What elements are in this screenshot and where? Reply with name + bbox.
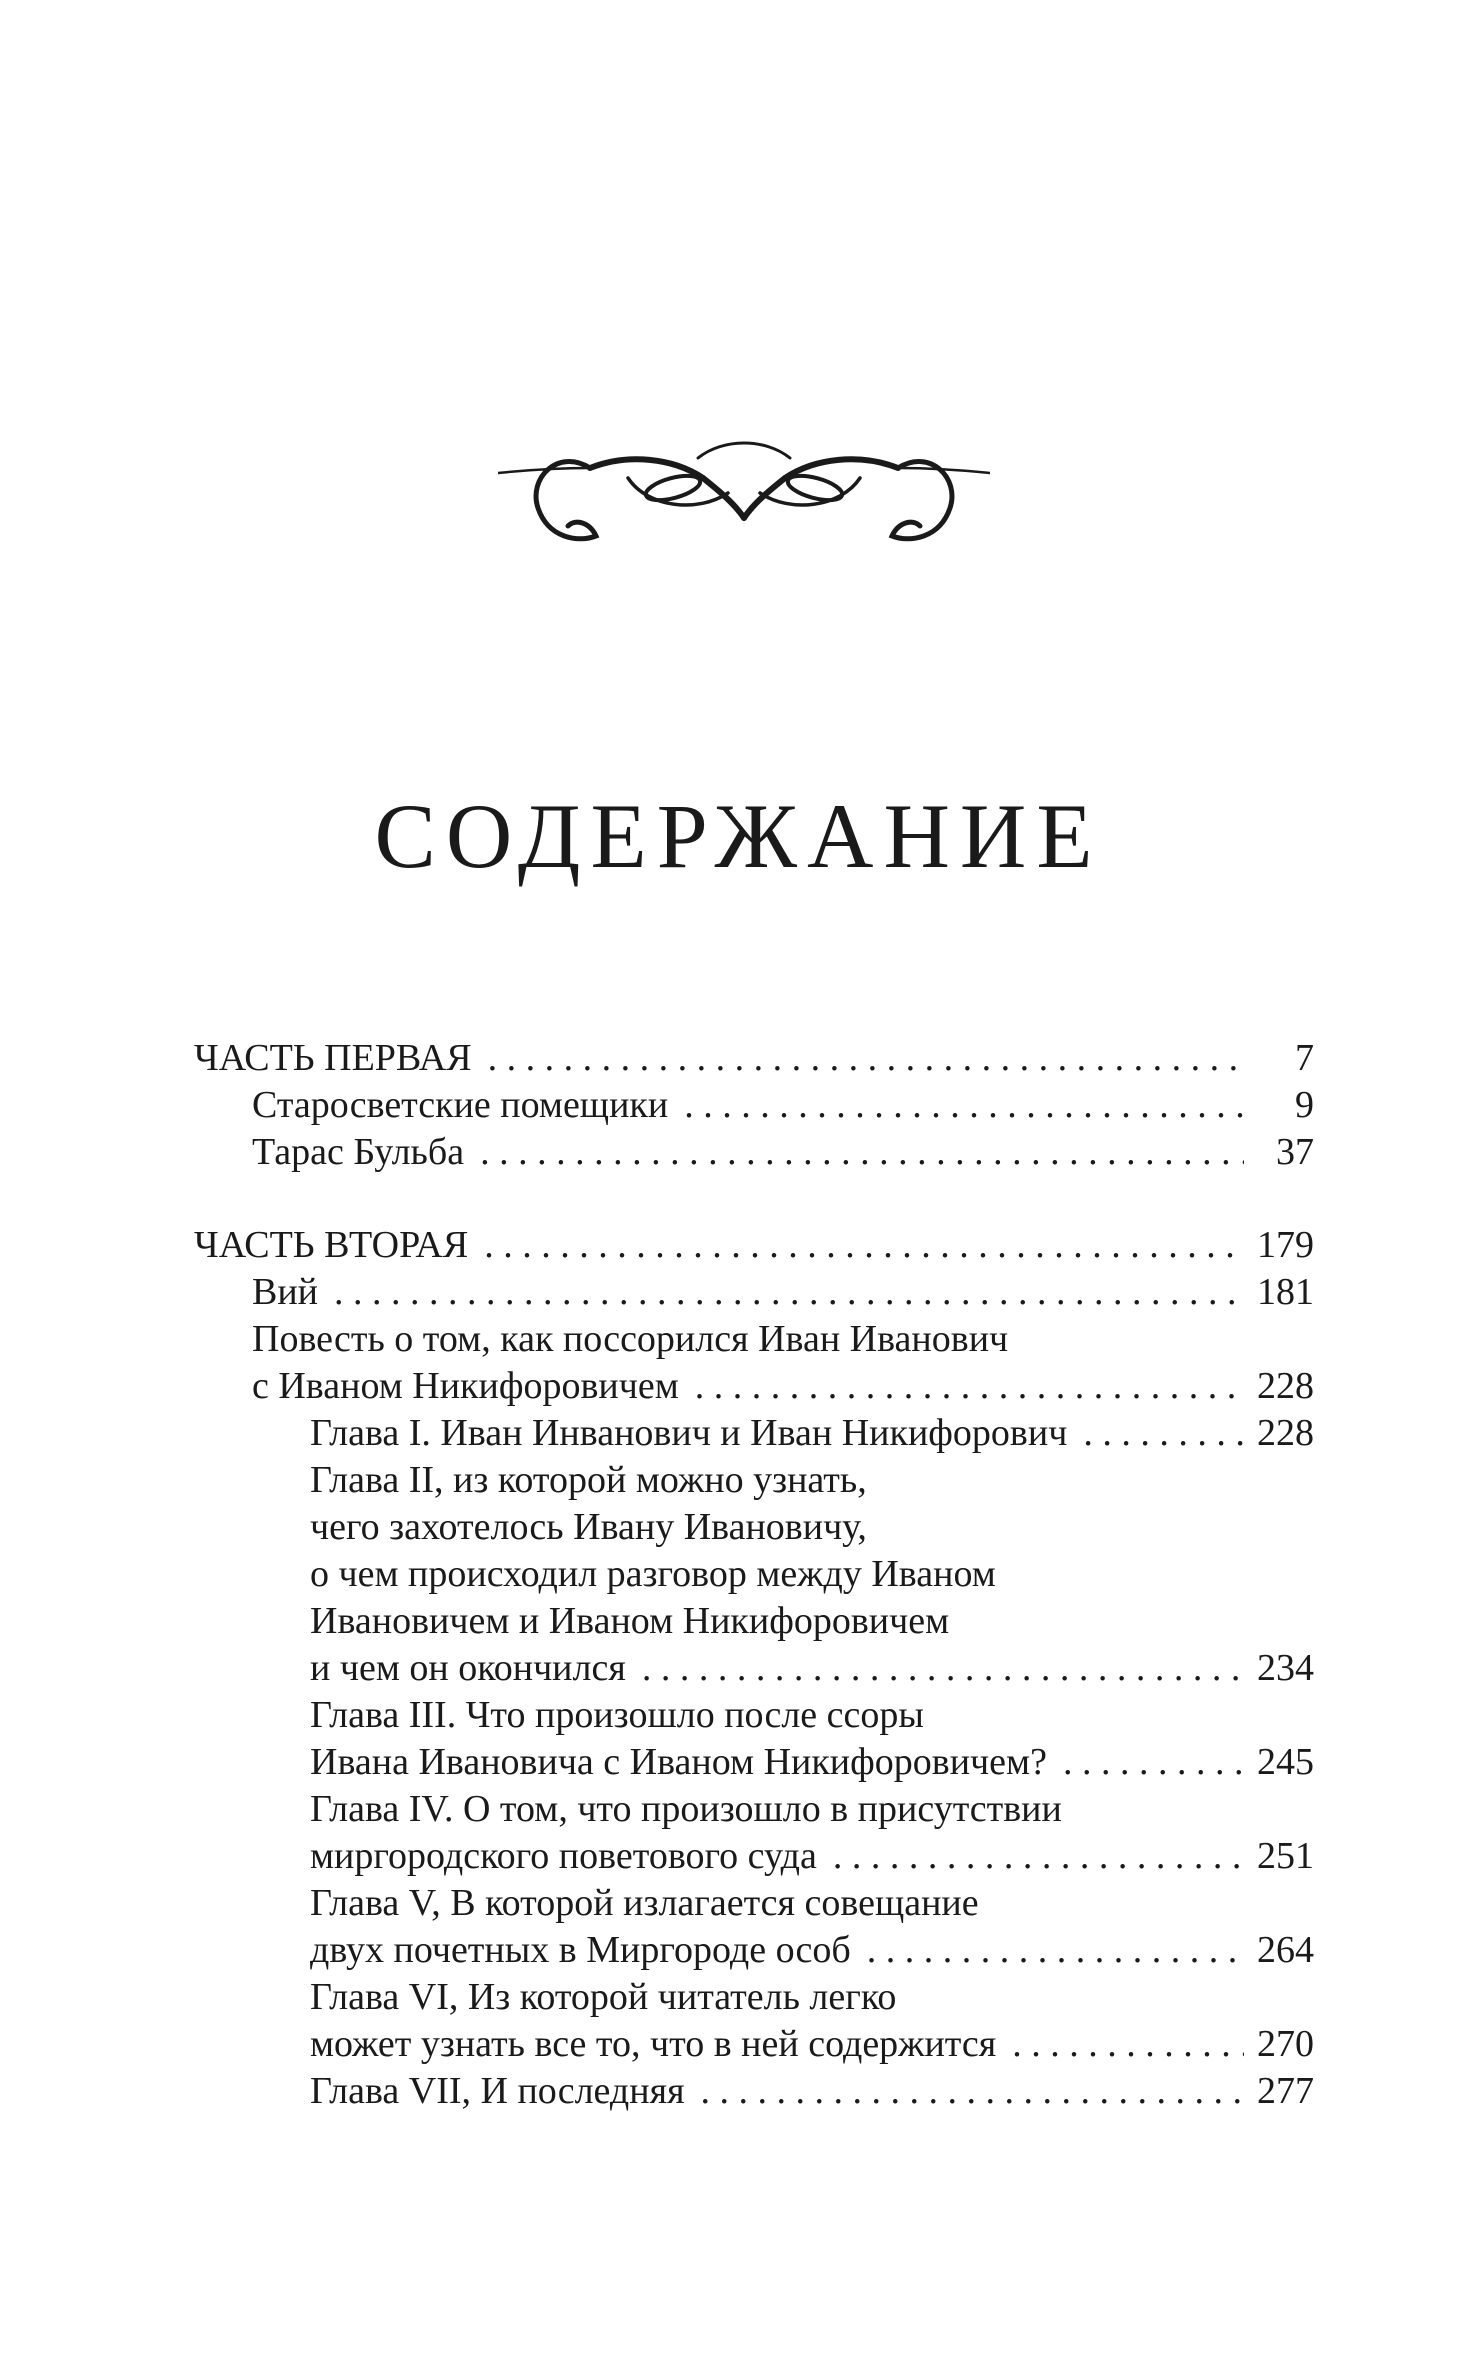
toc-entry-title: и чем он окончился [310,1647,626,1689]
toc-line [310,1457,1314,1504]
toc-chapter-entry [194,1880,1314,1974]
toc-entry-title: Глава I. Иван Инванович и Иван Никифорович [310,1412,1068,1454]
dot-leader [701,2068,1244,2115]
toc-line [252,1363,1314,1410]
toc-line [310,1833,1314,1880]
toc-entry-title: может узнать все то, что в ней содержится [310,2023,997,2065]
toc-entry-title: Глава VII, И последняя [310,2070,685,2112]
dot-leader [484,1222,1244,1269]
toc-part-entry [194,1035,1314,1082]
toc-line [194,1035,1314,1082]
toc-entry-title: Глава IV. О том, что произошло в присутствии [310,1788,1062,1830]
dot-leader [695,1363,1244,1410]
toc-chapter-entry [194,2068,1314,2115]
toc-line [310,1786,1314,1833]
toc-page-number: 9 [1295,1084,1314,1126]
toc-line [310,1739,1314,1786]
toc-entry-title: Глава III. Что произошло после ссоры [310,1694,924,1736]
toc-chapter-entry [194,1457,1314,1692]
toc-line [252,1269,1314,1316]
toc-page-number: 264 [1257,1929,1314,1971]
toc-entry-title: Старосветские помещики [252,1084,669,1126]
dot-leader [1063,1739,1244,1786]
toc-line [310,1598,1314,1645]
toc-line [310,1974,1314,2021]
toc-line [310,1504,1314,1551]
toc-entry-title: двух почетных в Миргороде особ [310,1929,851,1971]
dot-leader [1012,2021,1244,2068]
toc-entry-title: о чем происходил разговор между Иваном [310,1553,996,1595]
toc-chapter-entry [194,1786,1314,1880]
toc-line [310,1551,1314,1598]
dot-leader [334,1269,1244,1316]
toc-story-entry [194,1082,1314,1129]
toc-story-entry [194,1129,1314,1176]
toc-chapter-entry [194,1974,1314,2068]
toc-entry-title: Тарас Бульба [252,1131,465,1173]
toc-line [252,1082,1314,1129]
dot-leader [867,1927,1244,1974]
toc-entry-title: с Иваном Никифоровичем [252,1365,679,1407]
toc-entry-title: миргородского поветового суда [310,1835,817,1877]
toc-line [252,1316,1314,1363]
toc-page-number: 270 [1257,2023,1314,2065]
toc-page-number: 245 [1257,1741,1314,1783]
dot-leader [1083,1410,1244,1457]
toc-line [310,1880,1314,1927]
toc-line [310,2068,1314,2115]
toc-entry-title: Глава VI, Из которой читатель легко [310,1976,897,2018]
toc-line [310,1645,1314,1692]
toc-page-number: 179 [1257,1224,1314,1266]
table-of-contents [194,1035,1314,2115]
toc-page-number: 181 [1257,1271,1314,1313]
toc-entry-title: Ивановичем и Иваном Никифоровичем [310,1600,950,1642]
toc-entry-title: ЧАСТЬ ПЕРВАЯ [194,1037,472,1079]
dot-leader [833,1833,1244,1880]
toc-entry-title: ЧАСТЬ ВТОРАЯ [194,1224,469,1266]
ornament-flourish-icon [498,418,990,558]
toc-entry-title: Вий [252,1271,319,1313]
toc-story-entry [194,1269,1314,1316]
toc-gap [194,1176,1314,1222]
toc-line [194,1222,1314,1269]
toc-page-number: 37 [1276,1131,1314,1173]
toc-entry-title: Глава II, из которой можно узнать, [310,1459,867,1501]
toc-story-entry [194,1316,1314,1410]
toc-page-number: 234 [1257,1647,1314,1689]
toc-part-entry [194,1222,1314,1269]
toc-line [252,1129,1314,1176]
dot-leader [480,1129,1244,1176]
toc-line [310,1692,1314,1739]
toc-chapter-entry [194,1692,1314,1786]
toc-entry-title: Глава V, В которой излагается совещание [310,1882,979,1924]
toc-page-number: 251 [1257,1835,1314,1877]
toc-page-number: 228 [1257,1412,1314,1454]
dot-leader [642,1645,1244,1692]
page-title: СОДЕРЖАНИЕ [374,784,1103,887]
toc-chapter-entry [194,1410,1314,1457]
toc-entry-title: Ивана Ивановича с Иваном Никифоровичем? [310,1741,1047,1783]
toc-page-number: 277 [1257,2070,1314,2112]
dot-leader [488,1035,1244,1082]
toc-entry-title: чего захотелось Ивану Ивановичу, [310,1506,867,1548]
dot-leader [684,1082,1244,1129]
toc-line [310,2021,1314,2068]
toc-page-number: 7 [1295,1037,1314,1079]
toc-line [310,1927,1314,1974]
toc-entry-title: Повесть о том, как поссорился Иван Иванович [252,1318,1009,1360]
toc-page-number: 228 [1257,1365,1314,1407]
toc-line [310,1410,1314,1457]
